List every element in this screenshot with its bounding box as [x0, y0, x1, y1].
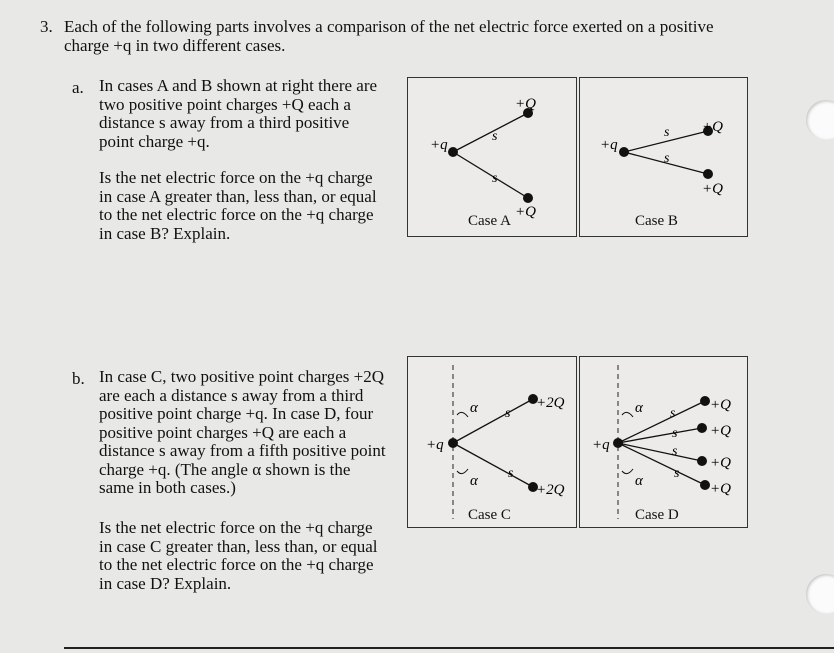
part-b-line: In case C, two positive point charges +2Q	[99, 367, 384, 386]
case-b-label: Case B	[635, 213, 678, 229]
case-c-s-top: s	[505, 406, 511, 421]
question-intro-line-2: charge +q in two different cases.	[64, 36, 286, 55]
part-a-line: point charge +q.	[99, 131, 210, 151]
case-d-q-charge	[613, 438, 623, 448]
question-intro-line-1: Each of the following parts involves a comparison of the net electric force exerted on a positive	[64, 17, 714, 36]
case-d-alpha-top: α	[635, 400, 643, 416]
binder-hole-bottom	[806, 574, 834, 614]
part-a-question-line: to the net electric force on the +q charge	[99, 205, 374, 224]
case-d-Q-2	[697, 423, 707, 433]
case-a-Q-charge-bottom	[523, 193, 533, 203]
part-b-question-line: Is the net electric force on the +q charge	[99, 518, 373, 537]
case-d-panel	[579, 356, 748, 528]
part-a-question	[99, 169, 377, 243]
part-b-question-line: in case C greater than, less than, or equal	[99, 536, 378, 556]
case-b-q-charge	[619, 147, 629, 157]
part-b-line: positive point charge +q. In case D, four	[99, 404, 374, 423]
part-b-question-line: in case D? Explain.	[99, 573, 232, 593]
case-a-Q-top-label: +Q	[515, 96, 536, 112]
case-c-q-label: +q	[426, 437, 444, 453]
case-d-Q-1	[700, 396, 710, 406]
case-c-alpha-top: α	[470, 400, 478, 416]
case-b-panel	[579, 77, 748, 237]
case-a-s-top: s	[492, 129, 498, 144]
part-b-question	[99, 519, 378, 593]
case-a-s-bottom: s	[492, 171, 498, 186]
case-b-Q-top-label: +Q	[702, 119, 723, 135]
case-c-alpha-bottom: α	[470, 473, 478, 489]
case-d-Q-2-label: +Q	[710, 423, 731, 439]
case-c-diagram	[408, 357, 576, 527]
case-c-2Q-bottom-label: +2Q	[536, 482, 565, 498]
part-a-question-line: Is the net electric force on the +q charge	[99, 168, 373, 187]
part-a-label: a.	[72, 78, 84, 97]
part-b-line: are each a distance s away from a third	[99, 385, 364, 405]
case-c-2Q-top-label: +2Q	[536, 395, 565, 411]
case-d-label: Case D	[635, 507, 679, 523]
case-b-s-top: s	[664, 125, 670, 140]
question-number: 3.	[40, 17, 53, 36]
case-d-s-3: s	[672, 444, 678, 459]
case-a-q-label: +q	[430, 137, 448, 153]
case-a-q-charge	[448, 147, 458, 157]
case-d-s-2: s	[672, 426, 678, 441]
case-d-Q-1-label: +Q	[710, 397, 731, 413]
part-a-question-line: in case B? Explain.	[99, 223, 231, 243]
part-a-line: two positive point charges +Q each a	[99, 94, 351, 114]
case-c-label: Case C	[468, 507, 511, 523]
binder-hole-top	[806, 100, 834, 140]
part-b-line: distance s away from a fifth positive point	[99, 441, 386, 460]
case-d-Q-4-label: +Q	[710, 481, 731, 497]
part-a-line: In cases A and B shown at right there are	[99, 76, 378, 95]
case-c-s-bottom: s	[508, 466, 514, 481]
case-c-q-charge	[448, 438, 458, 448]
part-b-line: positive point charges +Q are each a	[99, 422, 347, 442]
case-b-q-label: +q	[600, 137, 618, 153]
case-a-panel	[407, 77, 577, 237]
case-d-s-4: s	[674, 466, 680, 481]
case-b-s-bottom: s	[664, 151, 670, 166]
case-d-q-label: +q	[592, 437, 610, 453]
case-d-diagram	[580, 357, 747, 527]
case-d-Q-4	[700, 480, 710, 490]
part-a-text	[99, 77, 377, 151]
bottom-rule	[64, 647, 834, 649]
part-b-label: b.	[72, 369, 85, 388]
case-c-panel	[407, 356, 577, 528]
part-b-line: charge +q. (The angle α shown is the	[99, 459, 351, 479]
case-a-Q-bottom-label: +Q	[515, 204, 536, 220]
case-b-Q-charge-bottom	[703, 169, 713, 179]
part-b-question-line: to the net electric force on the +q charge	[99, 555, 374, 574]
case-d-Q-3-label: +Q	[710, 455, 731, 471]
part-a-question-line: in case A greater than, less than, or equal	[99, 186, 377, 206]
case-d-s-1: s	[670, 406, 676, 421]
case-d-alpha-bottom: α	[635, 473, 643, 489]
part-b-text	[99, 368, 386, 498]
part-b-line: same in both cases.)	[99, 478, 236, 497]
case-b-Q-bottom-label: +Q	[702, 181, 723, 197]
case-d-Q-3	[697, 456, 707, 466]
case-a-label: Case A	[468, 213, 511, 229]
part-a-line: distance s away from a third positive	[99, 113, 350, 132]
